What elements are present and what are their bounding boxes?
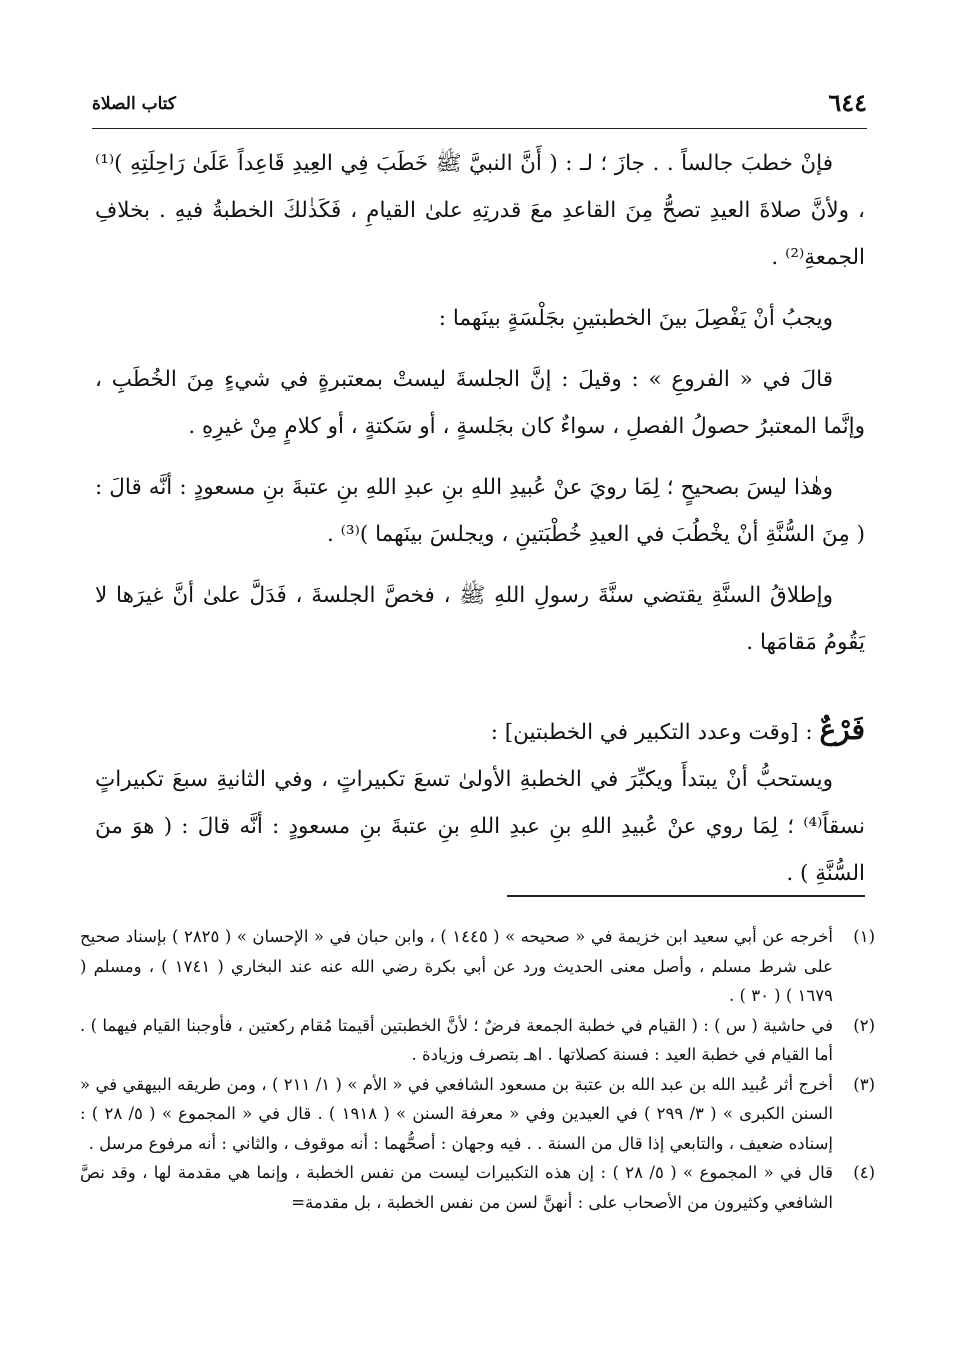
page-number: ٦٤٤ <box>828 88 867 117</box>
footnote <box>80 922 875 1011</box>
footnote <box>80 1011 875 1070</box>
paragraph: ويجبُ أنْ يَفْصِلَ بينَ الخطبتينِ بجَلْسَةٍ بينَهما : <box>438 306 833 331</box>
paragraph: فإنْ خطبَ جالساً . . جازَ ؛ لـ : ( أَنَّ النبيَّ ﷺ خَطَبَ فِي العِيدِ قَاعِداً عَلَىٰ رَاحِلَتِهِ )⁽¹⁾ ، ولأنَّ صلاةَ العيدِ تصحُّ مِنَ القاعدِ معَ قدرتِهِ علىٰ القيامِ ، فَكَذٰلكَ الخطبةُ فيهِ . بخلافِ الجمعةِ⁽²⁾ . <box>95 151 865 270</box>
branch-paragraph: ويستحبُّ أنْ يبتدأَ ويكبِّرَ في الخطبةِ الأولىٰ تسعَ تكبيراتٍ ، وفي الثانيةِ سبعَ تكبيراتٍ نسقاً⁽⁴⁾ ؛ لِمَا روي عنْ عُبيدِ اللهِ بنِ عبدِ اللهِ بنِ عتبةَ بنِ مسعودٍ : أنَّه قالَ : ( هوَ منَ السُّنَّةِ ) . <box>95 767 865 886</box>
footnote-text: أخرجه عن أبي سعيد ابن خزيمة في « صحيحه » ( ١٤٤٥ ) ، وابن حبان في « الإحسان » ( ٢٨٢٥ ) بإسناد صحيح على شرط مسلم ، وأصل معنى الحديث ورد عن أبي بكرة رضي الله عنه عند البخاري ( ١٧٤١ ) ، ومسلم ( ١٦٧٩ ) ( ٣٠ ) . <box>80 927 834 1005</box>
main-text <box>95 140 865 911</box>
footnote-number: (٤) <box>853 1163 875 1182</box>
book-title: كتاب الصلاة <box>92 94 177 114</box>
footnote-text: في حاشية ( س ) : ( القيام في خطبة الجمعة فرضٌ ؛ لأنَّ الخطبتين أقيمتا مُقام ركعتين ، فأوجبنا القيام فيهما ) . أما القيام في خطبة العيد : فسنة كصلاتها . اهـ بتصرف وزيادة . <box>80 1015 833 1064</box>
footnotes <box>80 922 875 1217</box>
footnote-text: أخرج أثر عُبيد الله بن عبد الله بن عتبة بن مسعود الشافعي في « الأم » ( ١/ ٢١١ ) ، ومن طريقه البيهقي في « السنن الكبرى » ( ٣/ ٢٩٩ ) في العيدين وفي « معرفة السنن » ( ١٩١٨ ) . قال في « المجموع » ( ٥/ ٢٨ ) : إسناده ضعيف ، والتابعي إذا قال من السنة . . فيه وجهان : أصحُّهما : أنه موقوف ، والثاني : أنه مرفوع مرسل . <box>80 1074 833 1153</box>
branch-heading-title: : [وقت وعدد التكبير في الخطبتين] : <box>490 720 820 745</box>
footnote-number: (٣) <box>853 1074 875 1094</box>
paragraph: وإطلاقُ السنَّةِ يقتضي سنَّةَ رسولِ اللهِ ﷺ ، فخصَّ الجلسةَ ، فَدَلَّ علىٰ أنَّ غيرَها لا يَقُومُ مَقامَها . <box>95 583 865 655</box>
branch-heading-word: فَرْعٌ <box>819 713 865 746</box>
paragraph: وهٰذا ليسَ بصحيحٍ ؛ لِمَا رويَ عنْ عُبيدِ اللهِ بنِ عبدِ اللهِ بنِ عتبةَ بنِ مسعودٍ : أنَّه قالَ : ( مِنَ السُّنَّةِ أنْ يخْطُبَ في العيدِ خُطْبَتينِ ، ويجلسَ بينَهما )⁽³⁾ . <box>95 475 865 547</box>
branch-heading <box>95 706 865 756</box>
footnote <box>80 1158 875 1217</box>
footnote <box>80 1070 875 1159</box>
footnote-text: قال في « المجموع » ( ٥/ ٢٨ ) : إن هذه التكبيرات ليست من نفس الخطبة ، وإنما هي مقدمة لها ، وقد نصَّ الشافعي وكثيرون من الأصحاب على : أنهنَّ لسن من نفس الخطبة ، بل مقدمة= <box>80 1163 833 1212</box>
paragraph: قالَ في « الفروعِ » : وقيلَ : إنَّ الجلسةَ ليستْ بمعتبرةٍ في شيءٍ مِنَ الخُطَبِ ، وإنَّما المعتبرُ حصولُ الفصلِ ، سواءٌ كان بجَلسةٍ ، أو سَكتةٍ ، أو كلامٍ مِنْ غيرِهِ . <box>95 367 865 439</box>
footnote-number: (١) <box>853 927 875 946</box>
footnote-separator <box>507 895 865 897</box>
footnote-number: (٢) <box>853 1015 875 1035</box>
running-header <box>92 88 867 124</box>
header-divider <box>92 128 867 129</box>
